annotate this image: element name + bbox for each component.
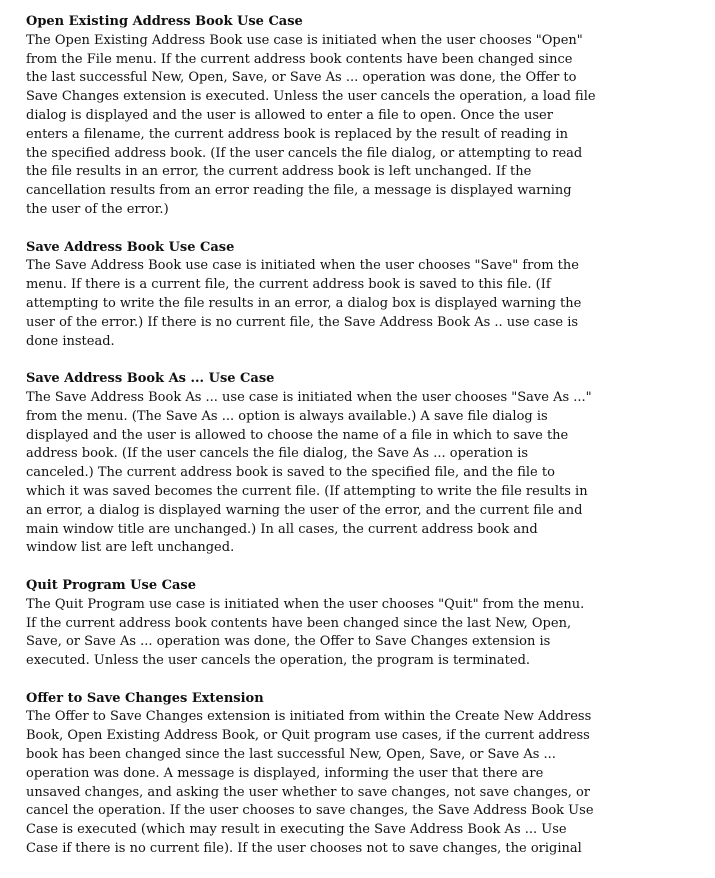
section-quit-program	[26, 577, 614, 671]
section-body: The Open Existing Address Book use case is initiated when the user chooses "Open" from the File menu. If the current address book contents have been changed since the last successful New, Open, Save, or Save As ... operation was done, the Offer to Save Changes extension is executed. Unless the user cancels the operation, a load file dialog is displayed and the user is allowed to enter a file to open. Once the user enters a filename, the current address book is replaced by the result of reading in the specified address book. (If the user cancels the file dialog, or attempting to read the file results in an error, the current address book is left unchanged. If the cancellation results from an error reading the file, a message is displayed warning the user of the error.)	[26, 32, 596, 217]
section-save-address-book-as	[26, 370, 614, 558]
section-heading: Offer to Save Changes Extension	[26, 690, 264, 706]
section-body: The Quit Program use case is initiated when the user chooses "Quit" from the menu. If the current address book contents have been changed since the last New, Open, Save, or Save As ... operation was done, the Offer to Save Changes extension is executed. Unless the user cancels the operation, the program is terminated.	[26, 596, 585, 669]
section-offer-to-save-changes	[26, 690, 614, 859]
section-save-address-book	[26, 239, 614, 352]
section-heading: Save Address Book Use Case	[26, 239, 235, 255]
section-open-existing-address-book	[26, 13, 614, 220]
section-heading: Quit Program Use Case	[26, 577, 196, 593]
section-heading: Save Address Book As ... Use Case	[26, 371, 275, 387]
document-page	[26, 13, 614, 878]
section-body: The Offer to Save Changes extension is initiated from within the Create New Address Book, Open Existing Address Book, or Quit program use cases, if the current address book has been changed since the last successful New, Open, Save, or Save As ... operation was done. A message is displayed, informing the user that there are unsaved changes, and asking the user whether to save changes, not save changes, or cancel the operation. If the user chooses to save changes, the Save Address Book Use Case is executed (which may result in executing the Save Address Book As ... Use Case if there is no current file). If the user chooses not to save changes, the original	[26, 709, 594, 857]
section-heading: Open Existing Address Book Use Case	[26, 14, 303, 29]
section-body: The Save Address Book use case is initiated when the user chooses "Save" from the menu. If there is a current file, the current address book is saved to this file. (If attempting to write the file results in an error, a dialog box is displayed warning the user of the error.) If there is no current file, the Save Address Book As .. use case is done instead.	[26, 258, 582, 349]
section-body: The Save Address Book As ... use case is initiated when the user chooses "Save As ..." from the menu. (The Save As ... option is always available.) A save file dialog is displayed and the user is allowed to choose the name of a file in which to save the address book. (If the user cancels the file dialog, the Save As ... operation is canceled.) The current address book is saved to the specified file, and the file to which it was saved becomes the current file. (If attempting to write the file results in an error, a dialog is displayed warning the user of the error, and the current file and main window title are unchanged.) In all cases, the current address book and window list are left unchanged.	[26, 389, 592, 556]
